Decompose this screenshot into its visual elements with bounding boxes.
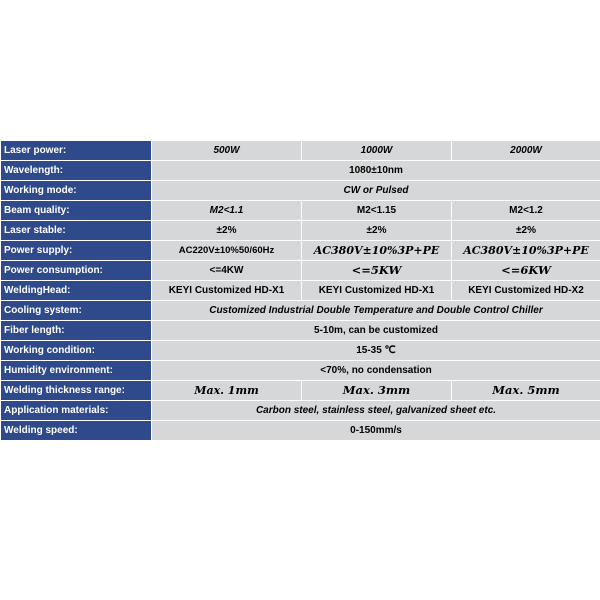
table-cell: Carbon steel, stainless steel, galvanized sheet etc. xyxy=(152,401,600,421)
table-row xyxy=(1,401,600,421)
row-label: WeldingHead: xyxy=(1,281,152,301)
table-cell: CW or Pulsed xyxy=(152,181,600,201)
table-row xyxy=(1,421,600,441)
table-row xyxy=(1,181,600,201)
table-cell: AC220V±10%50/60Hz xyxy=(152,241,302,261)
row-label: Wavelength: xyxy=(1,161,152,181)
table-cell: AC380V±10%3P+PE xyxy=(452,241,600,261)
table-cell: ±2% xyxy=(452,221,600,241)
row-label: Laser stable: xyxy=(1,221,152,241)
table-row xyxy=(1,241,600,261)
table-cell: 15-35 ℃ xyxy=(152,341,600,361)
table-cell: <70%, no condensation xyxy=(152,361,600,381)
row-label: Fiber length: xyxy=(1,321,152,341)
row-label: Humidity environment: xyxy=(1,361,152,381)
table-row xyxy=(1,201,600,221)
specification-table xyxy=(0,140,600,441)
table-cell: KEYI Customized HD-X2 xyxy=(452,281,600,301)
table-cell: 2000W xyxy=(452,141,600,161)
table-row xyxy=(1,341,600,361)
table-row xyxy=(1,161,600,181)
row-label: Laser power: xyxy=(1,141,152,161)
table-cell: M2<1.1 xyxy=(152,201,302,221)
row-label: Working mode: xyxy=(1,181,152,201)
table-cell: Max. 1mm xyxy=(152,381,302,401)
table-cell: KEYI Customized HD-X1 xyxy=(152,281,302,301)
row-label: Power consumption: xyxy=(1,261,152,281)
table-cell: <=6KW xyxy=(452,261,600,281)
table-row xyxy=(1,301,600,321)
table-cell: M2<1.2 xyxy=(452,201,600,221)
table-cell: KEYI Customized HD-X1 xyxy=(302,281,452,301)
row-label: Application materials: xyxy=(1,401,152,421)
table-row xyxy=(1,141,600,161)
table-cell: 0-150mm/s xyxy=(152,421,600,441)
table-row xyxy=(1,221,600,241)
table-cell: M2<1.15 xyxy=(302,201,452,221)
table-cell: Customized Industrial Double Temperature and Double Control Chiller xyxy=(152,301,600,321)
table-row xyxy=(1,281,600,301)
table-row xyxy=(1,381,600,401)
table-row xyxy=(1,361,600,381)
table-cell: AC380V±10%3P+PE xyxy=(302,241,452,261)
row-label: Working condition: xyxy=(1,341,152,361)
table-cell: 500W xyxy=(152,141,302,161)
row-label: Beam quality: xyxy=(1,201,152,221)
table-cell: 1000W xyxy=(302,141,452,161)
table-cell: 1080±10nm xyxy=(152,161,600,181)
table-row xyxy=(1,261,600,281)
table-cell: Max. 5mm xyxy=(452,381,600,401)
row-label: Welding speed: xyxy=(1,421,152,441)
row-label: Power supply: xyxy=(1,241,152,261)
table-cell: ±2% xyxy=(302,221,452,241)
table-cell: <=4KW xyxy=(152,261,302,281)
row-label: Cooling system: xyxy=(1,301,152,321)
row-label: Welding thickness range: xyxy=(1,381,152,401)
table-cell: 5-10m, can be customized xyxy=(152,321,600,341)
table-cell: ±2% xyxy=(152,221,302,241)
table-row xyxy=(1,321,600,341)
table-cell: Max. 3mm xyxy=(302,381,452,401)
table-cell: <=5KW xyxy=(302,261,452,281)
